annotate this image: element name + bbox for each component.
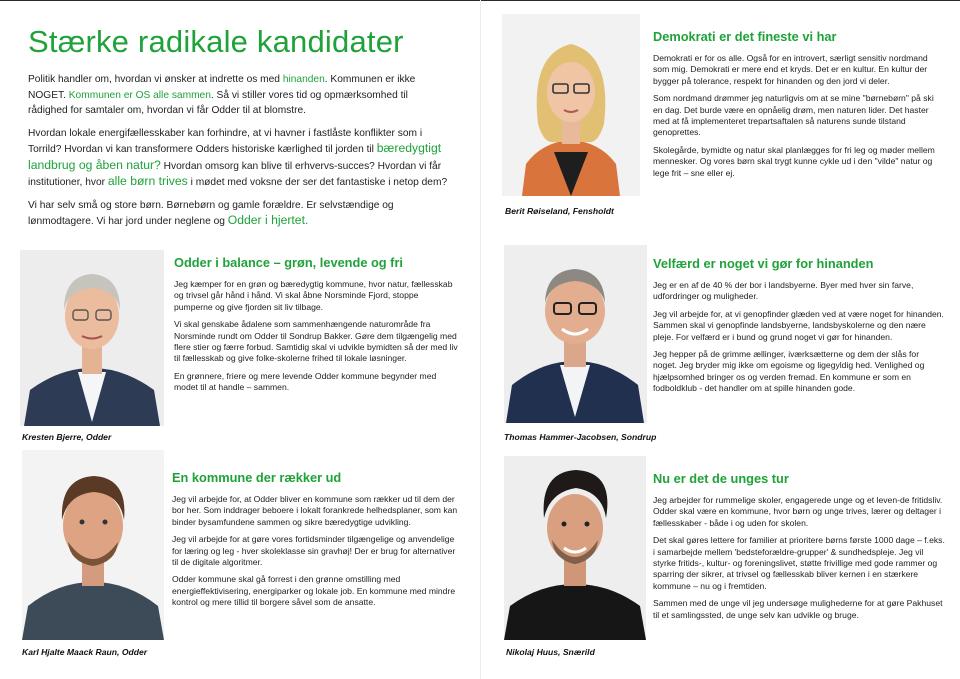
candidate-heading: En kommune der rækker ud xyxy=(172,470,342,485)
page-fold xyxy=(480,0,481,679)
candidate-paragraph: Jeg vil arbejde for at gøre vores fortidsminder tilgængelige og anvendelige for læring og leg - hver skoleklasse sin gravhøj! Der er brug for alternativer til de digitale algoritmer. xyxy=(172,534,456,568)
intro-text: Hvordan omsorg kan blive til erhvervs-succes? Hvordan vi får institutioner, hvor xyxy=(28,160,442,188)
intro-text: i mødet med voksne der ser det fantastiske i netop dem? xyxy=(187,177,448,188)
candidate-name: Berit Røiseland, Fensholdt xyxy=(505,206,614,216)
intro-paragraph-1 xyxy=(28,72,448,119)
candidate-paragraph: Som nordmand drømmer jeg naturligvis om at se mine "børnebørn" på ski en dag. Det burde være en opnåelig drøm, men naturen lider. Det haster med at få implementeret trepartsaftalen så naturens sunde tilstand genoprettes. xyxy=(653,93,934,138)
candidate-name: Karl Hjalte Maack Raun, Odder xyxy=(22,647,148,657)
intro-section xyxy=(28,24,448,237)
intro-highlight: bæredygtigt landbrug og åben natur? xyxy=(28,141,442,172)
intro-highlight: alle børn trives xyxy=(107,174,188,188)
candidate-block-karl xyxy=(172,470,462,615)
candidate-name: Kresten Bjerre, Odder xyxy=(22,432,112,442)
intro-highlight: hinanden xyxy=(282,74,325,85)
intro-highlight: Kommunen er OS alle sammen xyxy=(68,89,211,101)
intro-highlight: Odder i hjertet. xyxy=(227,213,309,227)
candidate-heading: Nu er det de unges tur xyxy=(653,471,789,486)
candidate-block-nikolaj xyxy=(653,471,945,627)
candidate-name: Thomas Hammer-Jacobsen, Sondrup xyxy=(504,432,657,442)
candidate-photo-berit xyxy=(502,14,640,196)
candidate-heading: Odder i balance – grøn, levende og fri xyxy=(174,255,403,270)
intro-text: . Så vi stiller vores tid og opmærksomhed til rådighed for samtaler om, hvordan vi får Odder til at blomstre. xyxy=(28,89,408,116)
candidate-paragraph: Jeg vil arbejde for, at vi genopfinder glæden ved at være noget for hinanden. Sammen skal vi genopfinde landsbyerne, landsbyskolerne og den nære pleje. For velfærd er i bund og grund noget vi gør for hinanden. xyxy=(653,308,944,342)
intro-paragraph-2 xyxy=(28,126,448,191)
portrait-illustration xyxy=(504,245,647,423)
candidate-photo-nikolaj xyxy=(504,456,646,640)
candidate-paragraph: Odder kommune skal gå forrest i den grønne omstilling med energieffektivisering, energiparker og lokale job. En kommune med mindre kontrol og mere tillid til borgere såvel som de ansatte. xyxy=(172,574,456,608)
page-title: Stærke radikale kandidater xyxy=(28,24,404,59)
candidate-heading: Demokrati er det fineste vi har xyxy=(653,29,837,44)
candidate-paragraph: Jeg kæmper for en grøn og bæredygtig kommune, hvor natur, fællesskab og trivsel går hånd i hånd. Vi skal åbne Norsminde Fjord, stoppe pumperne og give fjorden sit liv tilbage. xyxy=(174,279,453,312)
candidate-paragraph: Det skal gøres lettere for familier at prioritere børns første 1000 dage – f.eks. i samarbejde mellem 'bedsteforældre-grupper' & sundhedspleje. Jeg vil styrke fritids-, kultur- og foreningslivet, støtte frivillige med gode rammer og sparring der sikrer, at trivsel og fællesskab bliver kernen i en stærkere kommune – nu og i fremtiden. xyxy=(653,535,945,591)
candidate-photo-thomas xyxy=(504,245,647,423)
candidate-paragraph: Sammen med de unge vil jeg undersøge mulighederne for at gøre Pakhuset til et samlingssted, de unge selv kan udvikle og bruge. xyxy=(653,598,943,620)
candidate-heading: Velfærd er noget vi gør for hinanden xyxy=(653,256,874,271)
intro-text: . Kommunen er ikke NOGET. xyxy=(28,74,416,101)
candidate-paragraph: Jeg hepper på de grimme ællinger, iværksætterne og dem der slås for noget. Jeg bryder mig ikke om egoisme og ligegyldig hed. Venlighed og hjælpsomhed bringer os og verden fremad. En kommune er som en fodboldklub - det handler om at spille hinanden gode. xyxy=(653,349,925,394)
portrait-illustration xyxy=(504,456,646,640)
candidate-name: Nikolaj Huus, Snærild xyxy=(506,647,595,657)
intro-paragraph-3 xyxy=(28,198,448,230)
portrait-illustration xyxy=(20,250,164,426)
candidate-block-berit xyxy=(653,29,943,185)
candidate-paragraph: Jeg er en af de 40 % der bor i landsbyerne. Byer med hver sin farve, udfordringer og muligheder. xyxy=(653,280,914,302)
intro-text: Politik handler om, hvordan vi ønsker at indrette os med xyxy=(28,74,283,85)
candidate-block-kresten xyxy=(174,255,459,400)
candidate-block-thomas xyxy=(653,256,945,401)
intro-text: Vi har selv små og store børn. Børnebørn og gamle forældre. Er selvstændige og lønmodtagere. Vi har jord under neglene og xyxy=(28,199,394,227)
candidate-photo-kresten xyxy=(20,250,164,426)
candidate-paragraph: Vi skal genskabe ådalene som sammenhængende naturområde fra Norsminde rundt om Odder til Sondrup Bakker. Gøre dem tilgængelig med flere stier og færre forbud. Samtidig skal vi udvikle bymidten så der med liv til fællesskab og give folke-skolerne frihed til lokale løsninger. xyxy=(174,319,458,364)
candidate-paragraph: Demokrati er for os alle. Også for en introvert, særligt sensitiv nordmand som mig. Demokrati er mere end et kryds. Det er en kultur. En kultur der bygger på tolerance, respekt for hinanden og den jord vi deler. xyxy=(653,53,928,86)
portrait-illustration xyxy=(502,14,640,196)
candidate-paragraph: En grønnere, friere og mere levende Odder kommune begynder med modet til at handle – sammen. xyxy=(174,370,437,393)
portrait-illustration xyxy=(22,450,164,640)
intro-text: Hvordan lokale energifællesskaber kan forhindre, at vi havner i fastlåste konflikter som i Torrild? Hvordan vi kan transformere Odders historiske kærlighed til jorden til xyxy=(28,127,423,155)
candidate-paragraph: Jeg vil arbejde for, at Odder bliver en kommune som rækker ud til dem der bor her. Som inddrager beboere i lokalt forankrede helhedsplaner, som kan binder bysamfundene sammen og sikre bæredygtige udvikling. xyxy=(172,494,458,527)
candidate-photo-karl xyxy=(22,450,164,640)
candidate-paragraph: Jeg arbejder for rummelige skoler, engagerede unge og et leven-de fritidsliv. Odder skal være en kommune, hvor børn og unge trives, lærer og deltager i fællesskaber - både i og uden for skolen. xyxy=(653,495,943,528)
candidate-paragraph: Skolegårde, bymidte og natur skal planlægges for fri leg og møder mellem mennesker. Og vores børn skal trygt kunne cykle ud i den "vilde" natur og lege frit – sne eller ej. xyxy=(653,144,935,178)
